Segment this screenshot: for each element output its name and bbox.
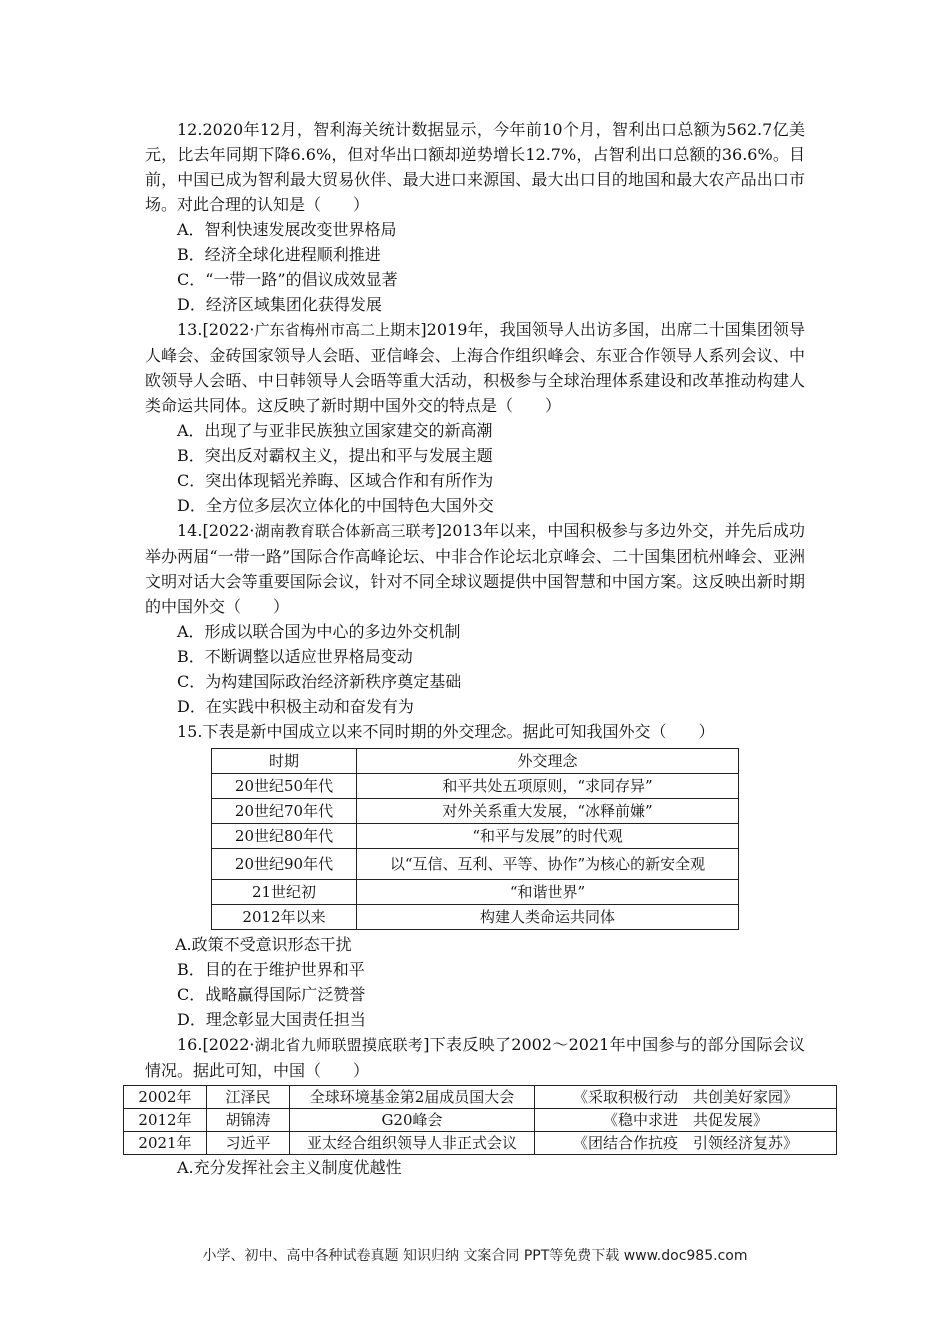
q16-prefix: 16.[2022· — [177, 1035, 255, 1054]
table-row — [124, 1132, 837, 1155]
q16-option-a: A.充分发挥社会主义制度优越性 — [177, 1158, 402, 1177]
q13-prefix: 13.[2022· — [177, 320, 255, 339]
table-cell: 20世纪90年代 — [212, 849, 357, 880]
q14-option-a: A．形成以联合国为中心的多边外交机制 — [177, 622, 461, 641]
q13-source: 广东省梅州市高二上期末 — [254, 321, 421, 339]
q15-option-b: B．目的在于维护世界和平 — [177, 960, 365, 979]
table-cell: 21世纪初 — [212, 880, 357, 905]
q16-text: ]下表反映了2002～2021年中国参与的部分国际会议情况。据此可知，中国（ ） — [145, 1035, 805, 1080]
table-cell: 习近平 — [207, 1132, 290, 1155]
q15-option-d: D．理念彰显大国责任担当 — [177, 1010, 366, 1029]
q14-option-c: C．为构建国际政治经济新秩序奠定基础 — [177, 672, 462, 691]
table-header-concept: 外交理念 — [357, 749, 739, 774]
table-cell: 全球环境基金第2届成员国大会 — [290, 1086, 535, 1109]
table-row — [212, 824, 739, 849]
table-cell: 2012年以来 — [212, 905, 357, 930]
q13-option-a: A．出现了与亚非民族独立国家建交的新高潮 — [177, 421, 493, 440]
table-cell: 亚太经合组织领导人非正式会议 — [290, 1132, 535, 1155]
question-content — [138, 117, 805, 1180]
table-cell: 《团结合作抗疫 引领经济复苏》 — [535, 1132, 837, 1155]
q15-option-a: A.政策不受意识形态干扰 — [175, 935, 352, 954]
table-cell: 20世纪50年代 — [212, 774, 357, 799]
table-cell: 对外关系重大发展，“冰释前嫌” — [357, 799, 739, 824]
table-cell: 20世纪70年代 — [212, 799, 357, 824]
table-row — [212, 849, 739, 880]
table-cell: 20世纪80年代 — [212, 824, 357, 849]
page-footer: 小学、初中、高中各种试卷真题 知识归纳 文案合同 PPT等免费下载 www.doc985.com — [202, 1248, 748, 1264]
q12-option-a: A．智利快速发展改变世界格局 — [177, 220, 397, 239]
table-cell: 2002年 — [124, 1086, 207, 1109]
table-cell: “和平与发展”的时代观 — [357, 824, 739, 849]
q13-text: ]2019年，我国领导人出访多国，出席二十国集团领导人峰会、金砖国家领导人会晤、亚信峰会、上海合作组织峰会、东亚合作领导人系列会议、中欧领导人会晤、中日韩领导人会晤等重大活动，积极参与全球治理体系建设和改革推动构建人类命运共同体。这反映了新时期中国外交的特点是（ ） — [145, 320, 805, 415]
q15-option-c: C．战略赢得国际广泛赞誉 — [177, 985, 366, 1004]
table-cell: 《采取积极行动 共创美好家园》 — [535, 1086, 837, 1109]
q16-stem — [145, 1032, 805, 1083]
q14-source: 湖南教育联合体新高三联考 — [254, 522, 436, 540]
q13-option-d: D．全方位多层次立体化的中国特色大国外交 — [177, 496, 494, 515]
table-cell: G20峰会 — [290, 1109, 535, 1132]
table-cell: 构建人类命运共同体 — [357, 905, 739, 930]
table-cell: 2021年 — [124, 1132, 207, 1155]
q13-stem — [145, 317, 805, 418]
table-row — [124, 1086, 837, 1109]
q16-table — [123, 1085, 837, 1155]
table-cell: 和平共处五项原则，“求同存异” — [357, 774, 739, 799]
table-cell: 2012年 — [124, 1109, 207, 1132]
q12-option-d: D．经济区域集团化获得发展 — [177, 295, 382, 314]
table-row — [212, 880, 739, 905]
table-header-period: 时期 — [212, 749, 357, 774]
q14-option-d: D．在实践中积极主动和奋发有为 — [177, 697, 414, 716]
q12-option-b: B．经济全球化进程顺利推进 — [177, 245, 381, 264]
q15-stem: 15.下表是新中国成立以来不同时期的外交理念。据此可知我国外交（ ） — [177, 722, 715, 741]
q16-source: 湖北省九师联盟摸底联考 — [254, 1036, 424, 1054]
table-cell: 《稳中求进 共促发展》 — [535, 1109, 837, 1132]
table-cell: “和谐世界” — [357, 880, 739, 905]
q12-option-c: C．“一带一路”的倡议成效显著 — [177, 270, 398, 289]
table-row — [212, 905, 739, 930]
q15-table — [211, 748, 739, 930]
q14-stem — [145, 518, 805, 619]
q13-option-b: B．突出反对霸权主义，提出和平与发展主题 — [177, 446, 493, 465]
table-row — [212, 799, 739, 824]
table-cell: 以“互信、互利、平等、协作”为核心的新安全观 — [357, 849, 739, 880]
q14-option-b: B．不断调整以适应世界格局变动 — [177, 647, 413, 666]
table-cell: 胡锦涛 — [207, 1109, 290, 1132]
table-row — [212, 774, 739, 799]
q14-text: ]2013年以来，中国积极参与多边外交，并先后成功举办两届“一带一路”国际合作高峰论坛、中非合作论坛北京峰会、二十国集团杭州峰会、亚洲文明对话大会等重要国际会议，针对不同全球议题提供中国智慧和中国方案。这反映出新时期的中国外交（ ） — [145, 521, 805, 616]
q14-prefix: 14.[2022· — [177, 521, 255, 540]
q12-stem: 12.2020年12月，智利海关统计数据显示，今年前10个月，智利出口总额为562.7亿美元，比去年同期下降6.6%，但对华出口额却逆势增长12.7%，占智利出口总额的36.6%。目前，中国已成为智利最大贸易伙伴、最大进口来源国、最大出口目的地国和最大农产品出口市场。对此合理的认知是（ ） — [145, 120, 805, 214]
table-header-row — [212, 749, 739, 774]
table-row — [124, 1109, 837, 1132]
q13-option-c: C．突出体现韬光养晦、区域合作和有所作为 — [177, 471, 494, 490]
table-cell: 江泽民 — [207, 1086, 290, 1109]
